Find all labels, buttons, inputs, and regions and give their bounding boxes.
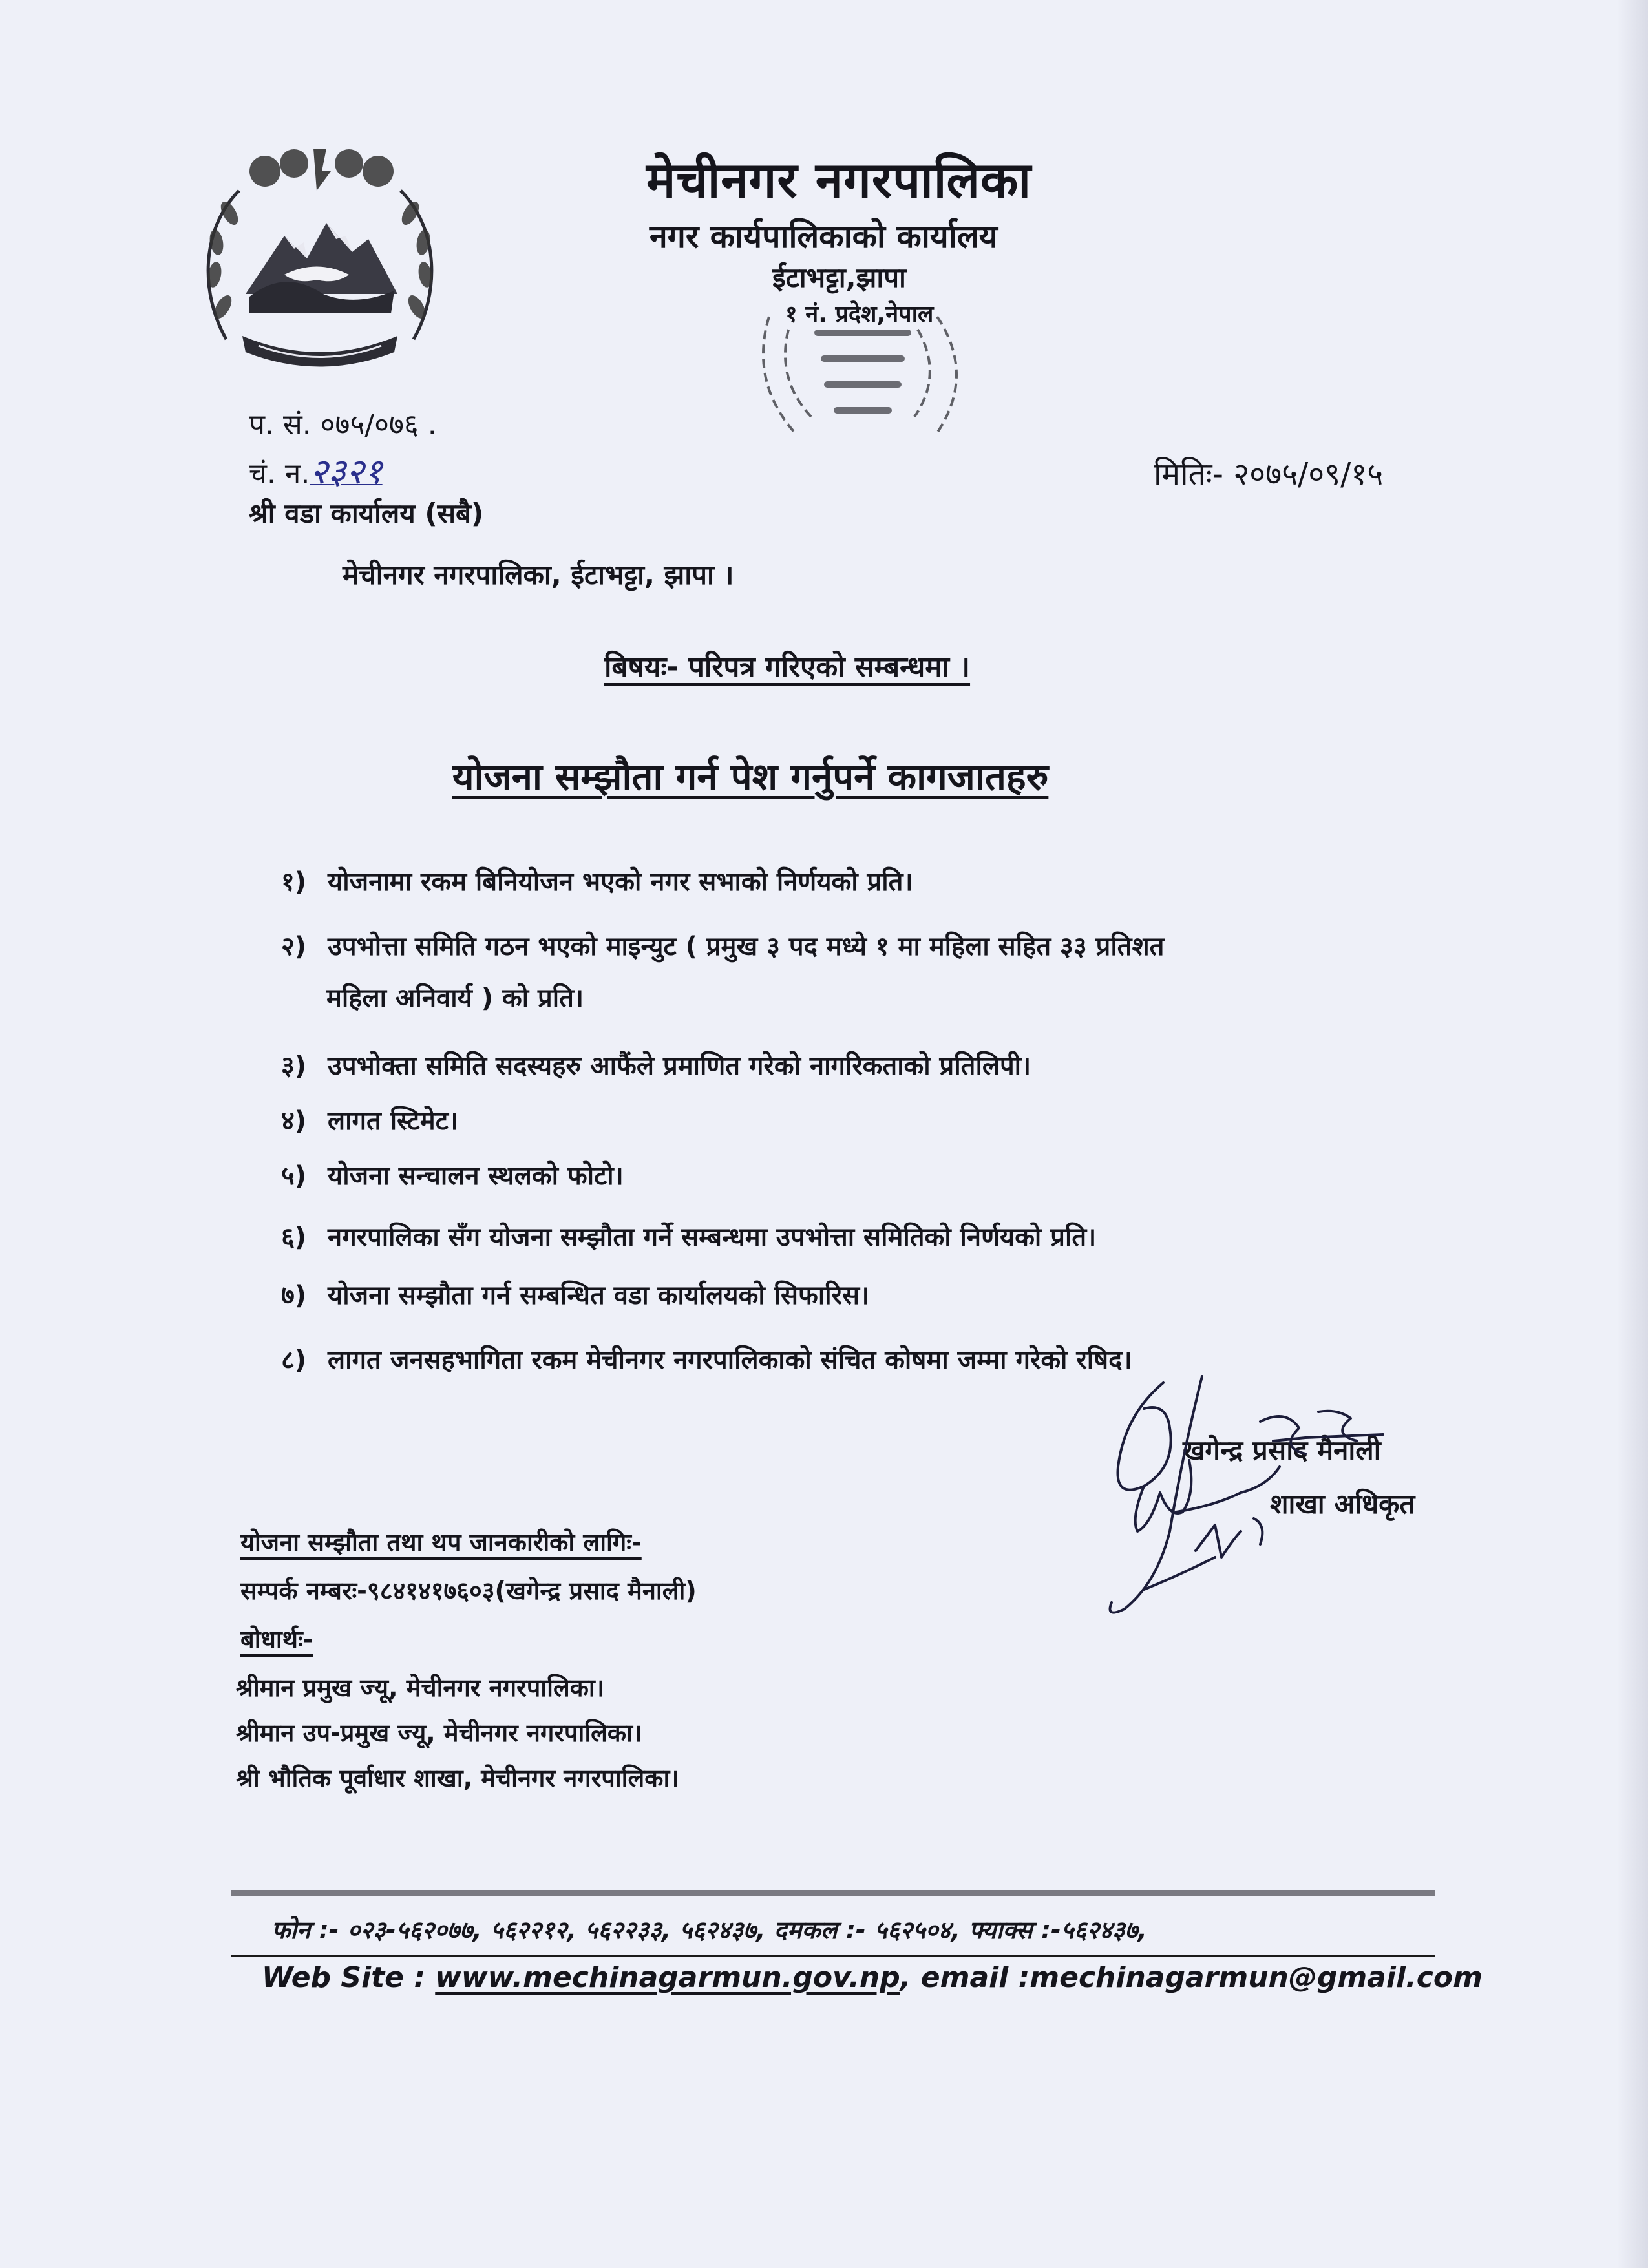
contact-info-heading: योजना सम्झौता तथा थप जानकारीको लागिः- [240, 1528, 642, 1557]
chalani-label: चं. न. [249, 457, 310, 490]
page-edge-shadow [1617, 0, 1648, 2268]
cc-recipient: श्रीमान प्रमुख ज्यू, मेचीनगर नगरपालिका। [236, 1674, 605, 1702]
cc-recipient: श्री भौतिक पूर्वाधार शाखा, मेचीनगर नगरपालिका। [236, 1764, 679, 1792]
list-item: ८) लागत जनसहभागिता रकम मेचीनगर नगरपालिकाको संचित कोषमा जम्मा गरेको रषिद। [281, 1345, 1132, 1375]
subject: बिषयः- परिपत्र गरिएको सम्बन्धमा । [604, 651, 971, 684]
office-address: ईटाभट्टा,झापा [772, 262, 906, 293]
office-name: नगर कार्यपालिकाको कार्यालय [650, 218, 998, 255]
website-link[interactable]: www.mechinagarmun.gov.np [435, 1961, 900, 1994]
signatory-title: शाखा अधिकृत [1270, 1488, 1415, 1520]
office-province: १ नं. प्रदेश,नेपाल [785, 301, 934, 328]
list-item-continuation: महिला अनिवार्य ) को प्रति। [326, 983, 584, 1013]
org-name: मेचीनगर नगरपालिका [646, 151, 1032, 209]
office-stamp-icon [743, 291, 989, 452]
footer-divider [231, 1890, 1435, 1896]
cc-recipient: श्रीमान उप-प्रमुख ज्यू, मेचीनगर नगरपालिका। [236, 1719, 642, 1747]
list-item: ६) नगरपालिका सँग योजना सम्झौता गर्ने सम्बन्धमा उपभोत्ता समितिको निर्णयको प्रति। [281, 1223, 1097, 1252]
chalani-number-line [249, 446, 383, 494]
list-item: १) योजनामा रकम बिनियोजन भएको नगर सभाको निर्णयको प्रति। [281, 867, 913, 897]
phone-line: फोन :- ०२३-५६२०७७, ५६२२१२, ५६२२३३, ५६२४३७, दमकल :- ५६२५०४, फ्याक्स :-५६२४३७, [271, 1916, 1147, 1944]
nepal-emblem-icon [187, 145, 452, 388]
patra-sankhya: प. सं. ०७५/०७६ . [249, 408, 437, 441]
website-email-line [262, 1961, 1483, 1994]
bodhartha-label: बोधार्थः- [240, 1625, 313, 1654]
list-item: ७) योजना सम्झौता गर्न सम्बन्धित वडा कार्यालयको सिफारिस। [281, 1281, 870, 1310]
list-item: ५) योजना सन्चालन स्थलको फोटो। [281, 1161, 624, 1191]
letter-date: मितिः- २०७५/०९/१५ [1154, 456, 1384, 492]
list-item: ३) उपभोक्ता समिति सदस्यहरु आफैंले प्रमाणित गरेको नागरिकताको प्रतिलिपी। [281, 1051, 1031, 1081]
chalani-number: २३२१ [310, 451, 383, 492]
footer-divider [231, 1955, 1435, 1957]
website-label: Web Site : [262, 1961, 436, 1994]
signatory-name: खगेन्द्र प्रसाद मैनाली [1183, 1434, 1381, 1466]
document-heading: योजना सम्झौता गर्न पेश गर्नुपर्ने कागजातहरु [452, 755, 1049, 799]
email-link[interactable]: mechinagarmun@gmail.com [1030, 1961, 1483, 1994]
addressee-line2: मेचीनगर नगरपालिका, ईटाभट्टा, झापा । [343, 559, 734, 591]
handwritten-signature-icon [1047, 1363, 1415, 1622]
list-item: २) उपभोत्ता समिति गठन भएको माइन्युट ( प्रमुख ३ पद मध्ये १ मा महिला सहित ३३ प्रतिशत [281, 932, 1165, 961]
email-label: , email : [900, 1961, 1030, 1994]
contact-number: सम्पर्क नम्बरः-९८४१४१७६०३(खगेन्द्र प्रसाद मैनाली) [240, 1577, 697, 1605]
list-item: ४) लागत स्टिमेट। [281, 1106, 459, 1136]
addressee-line1: श्री वडा कार्यालय (सबै) [249, 498, 484, 529]
